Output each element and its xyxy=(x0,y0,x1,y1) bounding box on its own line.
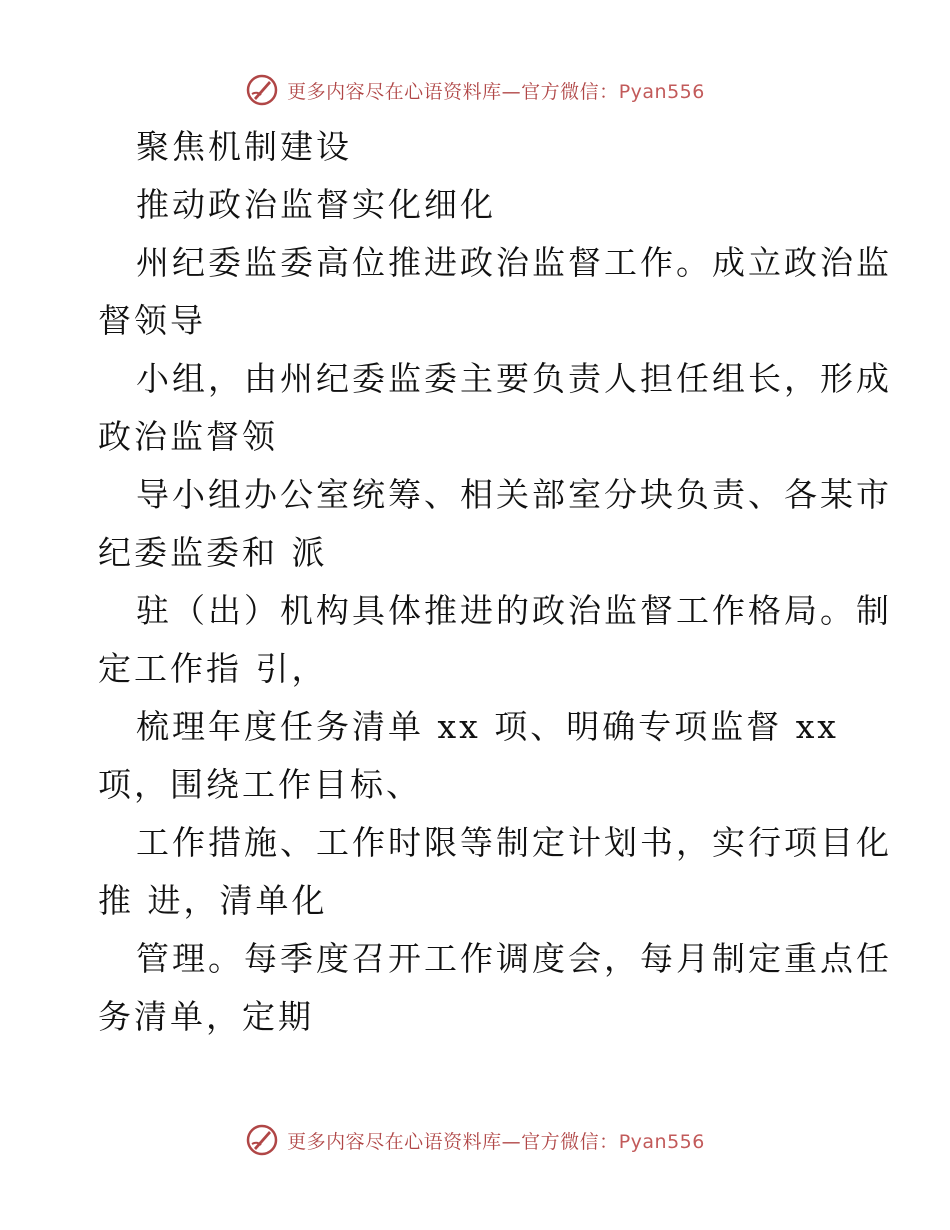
text-line: 推 进，清单化 xyxy=(98,881,328,920)
footer-watermark xyxy=(0,1120,950,1160)
text-line: 聚焦机制建设 xyxy=(136,127,352,166)
watermark-separator: — xyxy=(501,80,522,103)
text-line: 梳理年度任务清单 xx 项、明确专项监督 xx xyxy=(136,707,839,746)
watermark-text xyxy=(287,77,705,104)
text-line: 纪委监委和 派 xyxy=(98,533,328,572)
text-line: 政治监督领 xyxy=(98,417,278,456)
watermark-wechat-label: 官方微信： xyxy=(521,80,619,103)
text-line: 州纪委监委高位推进政治监督工作。成立政治监 xyxy=(136,243,892,282)
text-line: 导小组办公室统筹、相关部室分块负责、各某市 xyxy=(136,475,892,514)
watermark-brand: 更多内容尽在心语资料库 xyxy=(287,1130,502,1153)
header-watermark xyxy=(0,70,950,110)
text-line: 推动政治监督实化细化 xyxy=(136,185,496,224)
watermark-separator: — xyxy=(501,1130,522,1153)
watermark-wechat-id: Pyan556 xyxy=(618,1130,705,1153)
text-line: 务清单，定期 xyxy=(98,997,314,1036)
quill-pen-logo-icon xyxy=(245,1123,279,1157)
watermark-brand: 更多内容尽在心语资料库 xyxy=(287,80,502,103)
text-line: 驻（出）机构具体推进的政治监督工作格局。制 xyxy=(136,591,892,630)
text-line: 定工作指 引， xyxy=(98,649,328,688)
text-line: 管理。每季度召开工作调度会，每月制定重点任 xyxy=(136,939,892,978)
watermark-text xyxy=(287,1127,705,1154)
text-line: 小组，由州纪委监委主要负责人担任组长，形成 xyxy=(136,359,892,398)
quill-pen-logo-icon xyxy=(245,73,279,107)
text-line: 项，围绕工作目标、 xyxy=(98,765,422,804)
text-line: 工作措施、工作时限等制定计划书，实行项目化 xyxy=(136,823,892,862)
watermark-wechat-id: Pyan556 xyxy=(618,80,705,103)
text-line: 督领导 xyxy=(98,301,206,340)
watermark-wechat-label: 官方微信： xyxy=(521,1130,619,1153)
document-body xyxy=(98,118,892,1046)
